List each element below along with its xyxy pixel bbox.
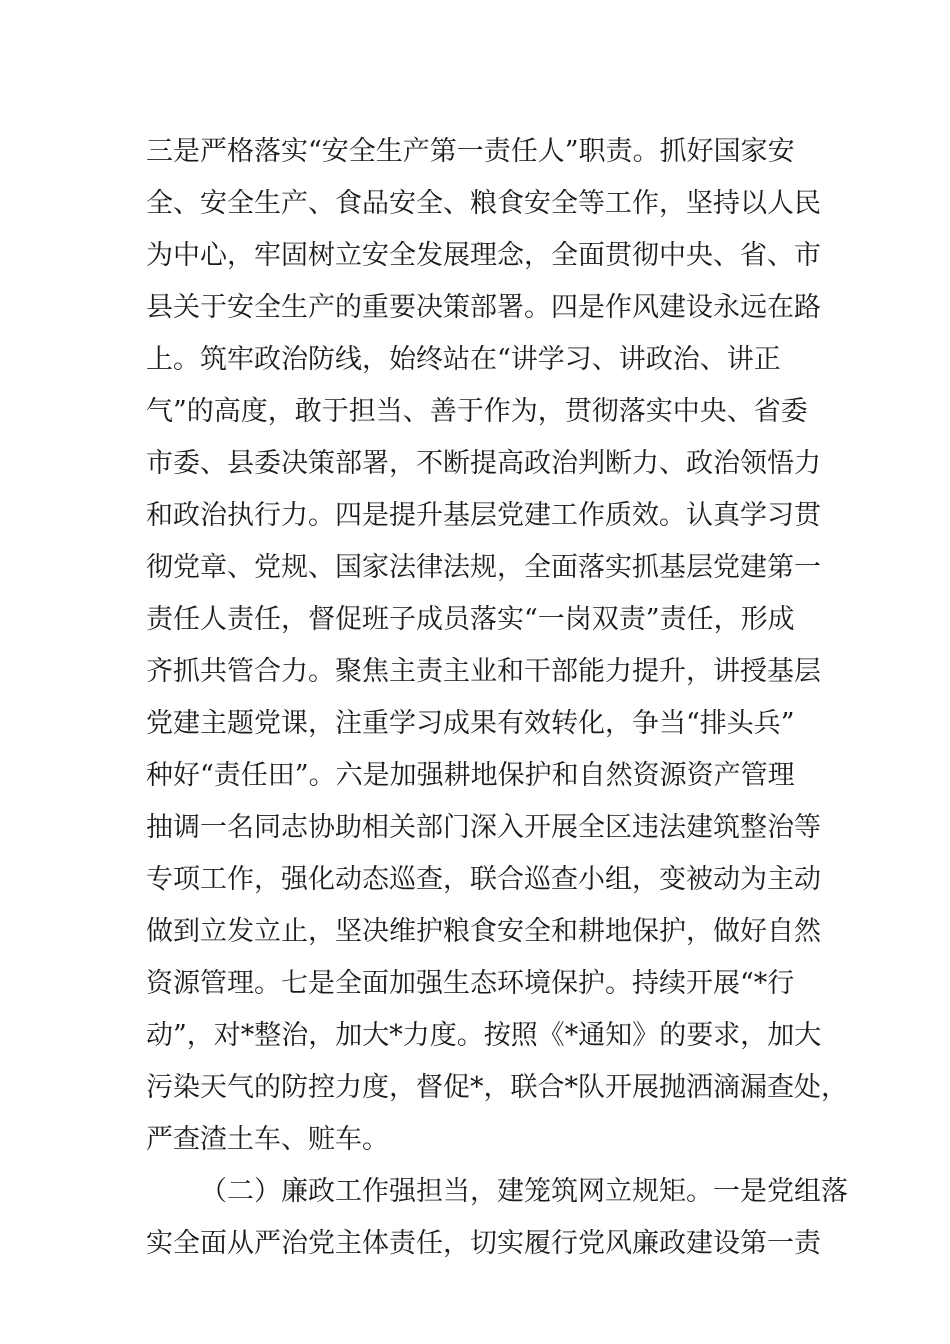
text-line: 实全面从严治党主体责任，切实履行党风廉政建设第一责 [146,1228,821,1259]
text-line: 责任人责任，督促班子成员落实“一岗双责”责任，形成 [146,604,795,635]
text-line: 齐抓共管合力。聚焦主责主业和干部能力提升，讲授基层 [146,656,821,687]
text-line: 市委、县委决策部署，不断提高政治判断力、政治领悟力 [146,448,821,479]
text-line: 严查渣土车、赃车。 [146,1124,389,1155]
text-line: 种好“责任田”。六是加强耕地保护和自然资源资产管理 [146,760,795,791]
text-line: 资源管理。七是全面加强生态环境保护。持续开展“*行 [146,968,795,999]
text-line: 彻党章、党规、国家法律法规，全面落实抓基层党建第一 [146,552,821,583]
text-line: 上。筑牢政治防线，始终站在“讲学习、讲政治、讲正 [146,344,781,375]
text-line: 做到立发立止，坚决维护粮食安全和耕地保护，做好自然 [146,916,821,947]
text-line: 为中心，牢固树立安全发展理念，全面贯彻中央、省、市 [146,240,821,271]
text-line: 气”的高度，敢于担当、善于作为，贯彻落实中央、省委 [146,396,808,427]
text-line: 全、安全生产、食品安全、粮食安全等工作，坚持以人民 [146,188,821,219]
text-line: 党建主题党课，注重学习成果有效转化，争当“排头兵” [146,708,795,739]
text-line: 污染天气的防控力度，督促*，联合*队开展抛洒滴漏查处， [146,1072,848,1103]
paragraph-1 [146,126,846,1166]
text-line: 和政治执行力。四是提升基层党建工作质效。认真学习贯 [146,500,821,531]
text-line: 动”，对*整治，加大*力度。按照《*通知》的要求，加大 [146,1020,822,1051]
text-line: 抽调一名同志协助相关部门深入开展全区违法建筑整治等 [146,812,821,843]
text-line: 专项工作，强化动态巡查，联合巡查小组，变被动为主动 [146,864,821,895]
text-line: 县关于安全生产的重要决策部署。四是作风建设永远在路 [146,292,821,323]
document-body [146,126,846,1270]
text-line: 三是严格落实“安全生产第一责任人”职责。抓好国家安 [146,136,795,167]
text-line: （二）廉政工作强担当，建笼筑网立规矩。一是党组落 [200,1176,848,1207]
paragraph-2 [146,1166,846,1270]
